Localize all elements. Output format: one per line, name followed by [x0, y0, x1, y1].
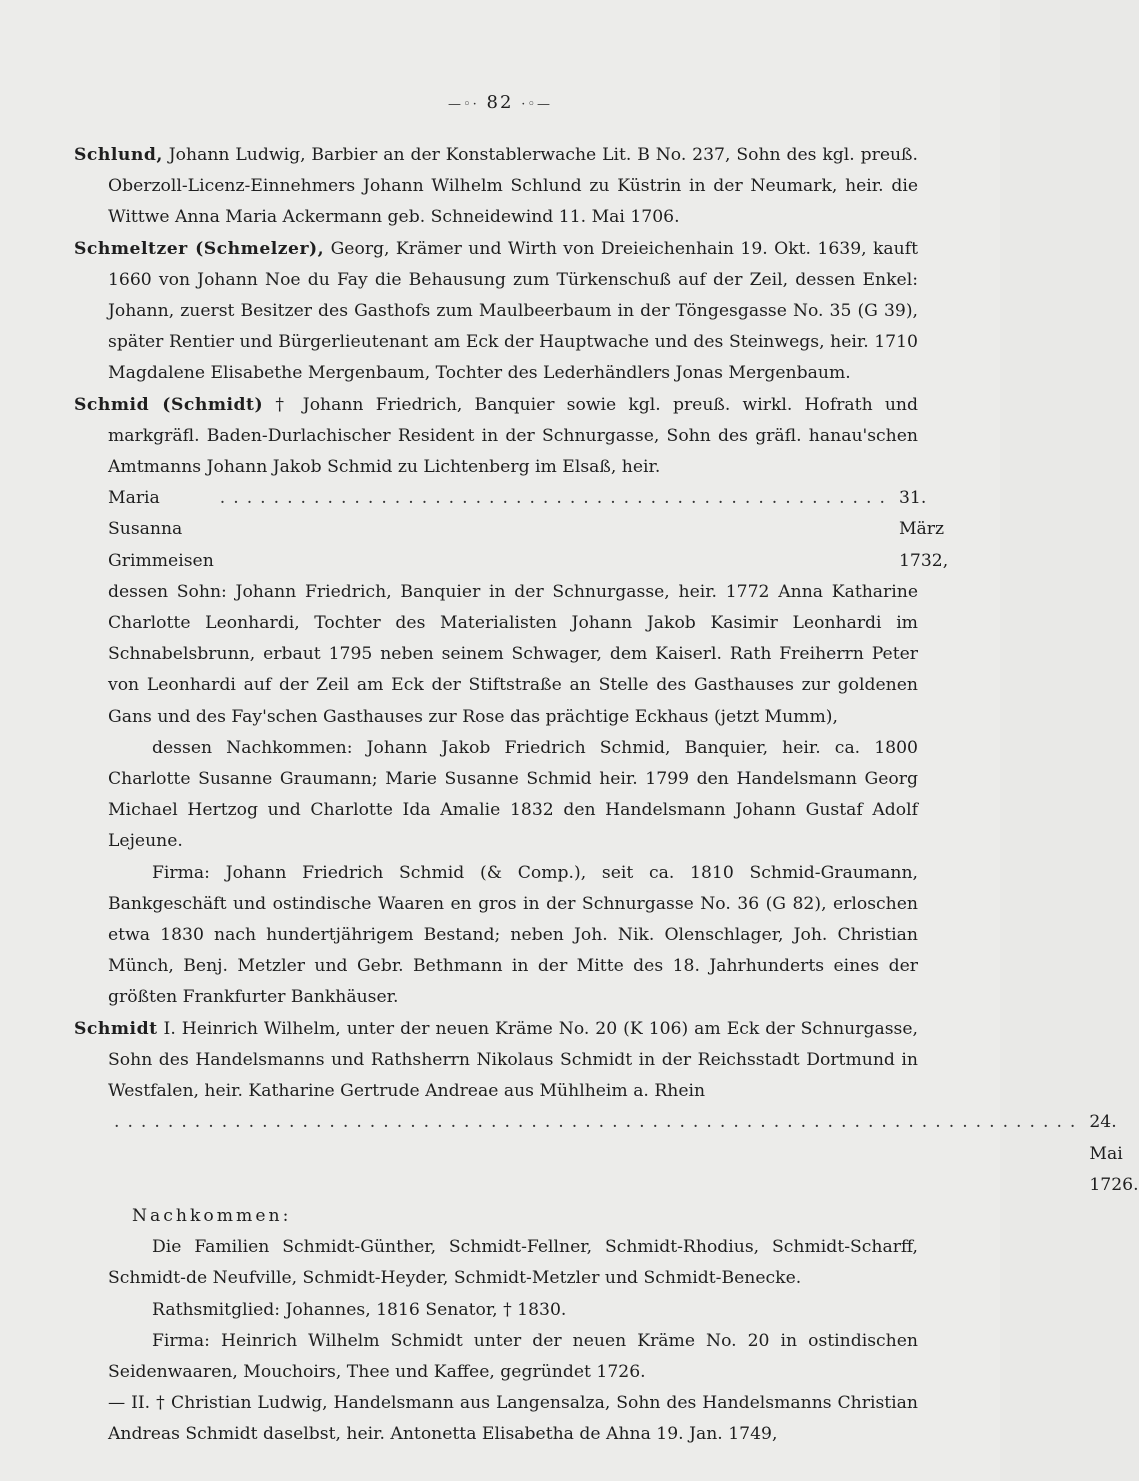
leader-dots: .................................................. [219, 488, 893, 509]
entry-heading: Schmidt [74, 1018, 158, 1039]
document-body [74, 140, 1139, 1451]
page-header [0, 92, 1000, 113]
ornament-left-icon: —◦· [448, 97, 479, 112]
leader-right-text: 31. März 1732, [898, 488, 949, 571]
entry-text: Firma: Johann Friedrich Schmid (& Comp.), seit ca. 1810 Schmid-Graumann, Bankgeschäft und ostindische Waaren en gros in der Schnurgasse No. 36 (G 82), erloschen etwa 1830 nach hundertjährigem Bestand; neben Joh. Nik. Olenschlager, Joh. Christian Münch, Benj. Metzler und Gebr. Bethmann in der Mitte des 18. Jahrhunderts eines der größten Frankfurter Bankhäuser. [108, 862, 918, 1008]
ornament-right-icon: ·◦— [521, 97, 552, 112]
entry-schmid [74, 390, 949, 1014]
entry-text: Rathsmitglied: Johannes, 1816 Senator, † 1830. [152, 1299, 567, 1320]
entry-text: Die Familien Schmidt-Günther, Schmidt-Fellner, Schmidt-Rhodius, Schmidt-Scharff, Schmidt-de Neufville, Schmidt-Heyder, Schmidt-Metzler und Schmidt-Benecke. [108, 1237, 918, 1289]
entry-text: — II. † Christian Ludwig, Handelsmann aus Langensalza, Sohn des Handelsmanns Christian Andreas Schmidt daselbst, heir. Antonetta Elisabetha de Ahna 19. Jan. 1749, [108, 1393, 918, 1445]
entry-schlund [74, 140, 919, 234]
entry-text: Georg, Krämer und Wirth von Dreieichenhain 19. Okt. 1639, kauft 1660 von Johann Noe du Fay die Behausung zum Türkenschuß auf der Zeil, dessen Enkel: Johann, zuerst Besitzer des Gasthofs zum Maulbeerbaum in der Töngesgasse No. 35 (G 39), später Rentier und Bürgerlieutenant am Eck der Hauptwache und des Steinwegs, heir. 1710 Magdalene Elisabethe Mergenbaum, Tochter des Lederhändlers Jonas Mergenbaum. [108, 238, 918, 384]
entry-text: Firma: Heinrich Wilhelm Schmidt unter der neuen Kräme No. 20 in ostindischen Seidenwaaren, Mouchoirs, Thee und Kaffee, gegründet 1726. [108, 1330, 918, 1382]
entry-text: dessen Sohn: Johann Friedrich, Banquier in der Schnurgasse, heir. 1772 Anna Katharine Charlotte Leonhardi, Tochter des Materialisten Johann Jakob Kasimir Leonhardi im Schnabelsbrunn, erbaut 1795 neben seinem Schwager, dem Kaiserl. Rath Freiherrn Peter von Leonhardi auf der Zeil am Eck der Stiftstraße an Stelle des Gasthauses zur goldenen Gans und des Fay'schen Gasthauses zur Rose das prächtige Eckhaus (jetzt Mumm), [108, 581, 918, 727]
leader-right-text: 24. Mai 1726. [1089, 1112, 1139, 1195]
leader-line [108, 1107, 1139, 1201]
leader-left-text: Maria Susanna Grimmeisen [108, 488, 214, 571]
entry-schmidt [74, 1014, 1139, 1451]
section-label: Nachkommen: [132, 1205, 292, 1226]
entry-text: Johann Ludwig, Barbier an der Konstablerwache Lit. B No. 237, Sohn des kgl. preuß. Oberzoll-Licenz-Einnehmers Johann Wilhelm Schlund zu Küstrin in der Neumark, heir. die Wittwe Anna Maria Ackermann geb. Schneidewind 11. Mai 1706. [108, 145, 919, 228]
entry-text: † Johann Friedrich, Banquier sowie kgl. preuß. wirkl. Hofrath und markgräfl. Baden-Durlachischer Resident in der Schnurgasse, Sohn des gräfl. hanau'schen Amtmanns Johann Jakob Schmid zu Lichtenberg im Elsaß, heir. [108, 394, 918, 478]
entry-text: dessen Nachkommen: Johann Jakob Friedrich Schmid, Banquier, heir. ca. 1800 Charlotte Susanne Graumann; Marie Susanne Schmid heir. 1799 den Handelsmann Georg Michael Hertzog und Charlotte Ida Amalie 1832 den Handelsmann Johann Gustaf Adolf Lejeune. [108, 737, 918, 852]
leader-dots: ........................................................................ [114, 1112, 1084, 1133]
entry-schmeltzer [74, 234, 918, 390]
entry-heading: Schmid (Schmidt) [74, 394, 264, 415]
entry-heading: Schlund, [74, 145, 163, 165]
entry-text: I. Heinrich Wilhelm, unter der neuen Kräme No. 20 (K 106) am Eck der Schnurgasse, Sohn des Handelsmanns und Rathsherrn Nikolaus Schmidt in der Reichsstadt Dortmund in Westfalen, heir. Katharine Gertrude Andreae aus Mühlheim a. Rhein [108, 1018, 918, 1102]
leader-line [108, 483, 949, 577]
entry-heading: Schmeltzer (Schmelzer), [74, 238, 325, 259]
page-number: 82 [486, 92, 514, 113]
